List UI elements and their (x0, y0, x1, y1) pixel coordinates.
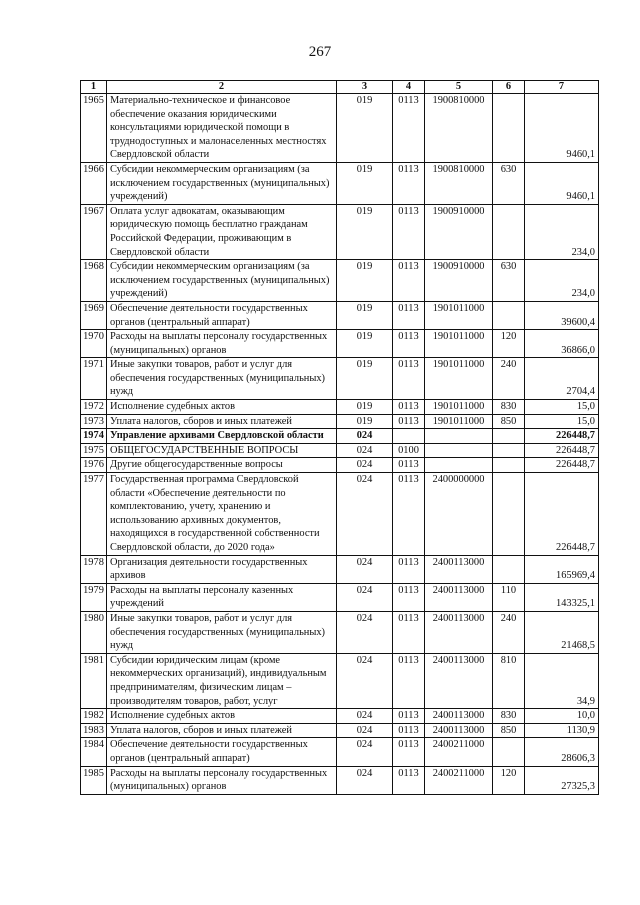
row-target-code (425, 429, 493, 444)
row-description: Субсидии некоммерческим организациям (за исключением государственных (муниципальных) учреждений) (107, 162, 337, 204)
row-expense-type: 630 (493, 260, 525, 302)
row-amount: 165969,4 (525, 555, 599, 583)
table-row (81, 414, 599, 429)
row-number: 1969 (81, 301, 107, 329)
row-expense-type: 240 (493, 611, 525, 653)
row-description: Организация деятельности государственных архивов (107, 555, 337, 583)
row-admin-code: 019 (337, 400, 393, 415)
row-amount: 143325,1 (525, 583, 599, 611)
row-amount: 36866,0 (525, 330, 599, 358)
row-number: 1967 (81, 204, 107, 259)
row-admin-code: 019 (337, 260, 393, 302)
row-admin-code: 019 (337, 204, 393, 259)
row-admin-code: 024 (337, 429, 393, 444)
row-section-code: 0113 (393, 583, 425, 611)
row-amount: 15,0 (525, 400, 599, 415)
row-expense-type: 120 (493, 330, 525, 358)
row-number: 1975 (81, 443, 107, 458)
row-description: Исполнение судебных актов (107, 709, 337, 724)
row-amount: 9460,1 (525, 94, 599, 163)
table-row (81, 555, 599, 583)
row-expense-type: 120 (493, 766, 525, 794)
row-number: 1983 (81, 723, 107, 738)
row-section-code: 0113 (393, 414, 425, 429)
row-admin-code: 024 (337, 583, 393, 611)
row-number: 1972 (81, 400, 107, 415)
row-expense-type: 110 (493, 583, 525, 611)
row-amount: 9460,1 (525, 162, 599, 204)
row-description: ОБЩЕГОСУДАРСТВЕННЫЕ ВОПРОСЫ (107, 443, 337, 458)
row-expense-type (493, 473, 525, 556)
table-row (81, 301, 599, 329)
row-section-code: 0113 (393, 766, 425, 794)
row-description: Уплата налогов, сборов и иных платежей (107, 414, 337, 429)
row-amount: 15,0 (525, 414, 599, 429)
row-description: Иные закупки товаров, работ и услуг для обеспечения государственных (муниципальных) нужд (107, 611, 337, 653)
row-admin-code: 019 (337, 94, 393, 163)
row-admin-code: 024 (337, 709, 393, 724)
row-number: 1977 (81, 473, 107, 556)
row-target-code: 1901011000 (425, 301, 493, 329)
row-amount: 234,0 (525, 204, 599, 259)
row-number: 1978 (81, 555, 107, 583)
row-description: Обеспечение деятельности государственных органов (центральный аппарат) (107, 301, 337, 329)
column-header: 2 (107, 81, 337, 94)
row-target-code (425, 443, 493, 458)
table-row (81, 766, 599, 794)
row-description: Государственная программа Свердловской области «Обеспечение деятельности по комплектованию, учету, хранению и использованию архивных документов, находящихся в государственной собственности Свердловской области, до 2020 года» (107, 473, 337, 556)
row-description: Оплата услуг адвокатам, оказывающим юридическую помощь бесплатно гражданам Российской Федерации, проживающим в Свердловской области (107, 204, 337, 259)
row-section-code: 0113 (393, 400, 425, 415)
row-admin-code: 024 (337, 473, 393, 556)
row-description: Материально-техническое и финансовое обеспечение оказания юридическими консультациями юридической помощи в труднодоступных и малонаселенных местностях Свердловской области (107, 94, 337, 163)
row-section-code: 0113 (393, 330, 425, 358)
row-expense-type: 850 (493, 723, 525, 738)
row-number: 1976 (81, 458, 107, 473)
table-row (81, 611, 599, 653)
table-row (81, 94, 599, 163)
table-row (81, 723, 599, 738)
row-number: 1980 (81, 611, 107, 653)
row-admin-code: 019 (337, 414, 393, 429)
row-admin-code: 019 (337, 162, 393, 204)
table-row (81, 400, 599, 415)
row-target-code (425, 458, 493, 473)
row-target-code: 2400211000 (425, 738, 493, 766)
row-section-code: 0100 (393, 443, 425, 458)
table-row (81, 738, 599, 766)
row-admin-code: 019 (337, 358, 393, 400)
row-section-code: 0113 (393, 162, 425, 204)
row-description: Расходы на выплаты персоналу государственных (муниципальных) органов (107, 766, 337, 794)
row-target-code: 2400000000 (425, 473, 493, 556)
row-description: Другие общегосударственные вопросы (107, 458, 337, 473)
row-target-code: 2400113000 (425, 709, 493, 724)
row-amount: 27325,3 (525, 766, 599, 794)
row-admin-code: 024 (337, 653, 393, 708)
row-description: Расходы на выплаты персоналу казенных учреждений (107, 583, 337, 611)
row-target-code: 1901011000 (425, 330, 493, 358)
row-target-code: 2400113000 (425, 611, 493, 653)
row-number: 1973 (81, 414, 107, 429)
row-number: 1974 (81, 429, 107, 444)
row-expense-type (493, 458, 525, 473)
row-expense-type (493, 429, 525, 444)
table-row (81, 429, 599, 444)
row-number: 1971 (81, 358, 107, 400)
row-expense-type: 630 (493, 162, 525, 204)
row-target-code: 2400113000 (425, 653, 493, 708)
page-number: 267 (308, 44, 332, 60)
row-section-code: 0113 (393, 260, 425, 302)
column-header: 4 (393, 81, 425, 94)
row-number: 1981 (81, 653, 107, 708)
row-section-code: 0113 (393, 738, 425, 766)
row-section-code: 0113 (393, 555, 425, 583)
row-section-code: 0113 (393, 653, 425, 708)
row-expense-type (493, 555, 525, 583)
row-admin-code: 019 (337, 301, 393, 329)
row-expense-type: 810 (493, 653, 525, 708)
row-target-code: 1901011000 (425, 414, 493, 429)
row-expense-type (493, 738, 525, 766)
row-expense-type (493, 204, 525, 259)
column-header: 5 (425, 81, 493, 94)
row-target-code: 1900910000 (425, 204, 493, 259)
row-admin-code: 019 (337, 330, 393, 358)
column-header: 6 (493, 81, 525, 94)
row-amount: 10,0 (525, 709, 599, 724)
row-description: Уплата налогов, сборов и иных платежей (107, 723, 337, 738)
row-section-code: 0113 (393, 301, 425, 329)
row-amount: 226448,7 (525, 458, 599, 473)
row-target-code: 1900810000 (425, 162, 493, 204)
row-admin-code: 024 (337, 723, 393, 738)
row-admin-code: 024 (337, 766, 393, 794)
row-number: 1966 (81, 162, 107, 204)
row-expense-type: 240 (493, 358, 525, 400)
row-amount: 21468,5 (525, 611, 599, 653)
row-amount: 28606,3 (525, 738, 599, 766)
row-section-code: 0113 (393, 204, 425, 259)
row-admin-code: 024 (337, 458, 393, 473)
row-expense-type: 830 (493, 400, 525, 415)
row-amount: 226448,7 (525, 429, 599, 444)
table-header-row (81, 81, 599, 94)
row-number: 1985 (81, 766, 107, 794)
row-admin-code: 024 (337, 611, 393, 653)
row-section-code: 0113 (393, 473, 425, 556)
row-target-code: 1901011000 (425, 400, 493, 415)
table-row (81, 162, 599, 204)
row-description: Расходы на выплаты персоналу государственных (муниципальных) органов (107, 330, 337, 358)
row-number: 1968 (81, 260, 107, 302)
row-amount: 2704,4 (525, 358, 599, 400)
table-row (81, 443, 599, 458)
row-target-code: 2400113000 (425, 555, 493, 583)
row-expense-type: 850 (493, 414, 525, 429)
row-target-code: 2400211000 (425, 766, 493, 794)
row-expense-type (493, 443, 525, 458)
row-number: 1979 (81, 583, 107, 611)
row-target-code: 1901011000 (425, 358, 493, 400)
row-number: 1970 (81, 330, 107, 358)
row-amount: 226448,7 (525, 443, 599, 458)
row-number: 1982 (81, 709, 107, 724)
table-row (81, 204, 599, 259)
budget-table (80, 80, 599, 795)
column-header: 1 (81, 81, 107, 94)
row-expense-type (493, 94, 525, 163)
row-expense-type: 830 (493, 709, 525, 724)
row-number: 1965 (81, 94, 107, 163)
row-section-code: 0113 (393, 611, 425, 653)
row-admin-code: 024 (337, 738, 393, 766)
row-target-code: 1900810000 (425, 94, 493, 163)
row-section-code: 0113 (393, 458, 425, 473)
row-number: 1984 (81, 738, 107, 766)
row-target-code: 1900910000 (425, 260, 493, 302)
row-section-code: 0113 (393, 723, 425, 738)
table-row (81, 358, 599, 400)
row-target-code: 2400113000 (425, 723, 493, 738)
row-description: Обеспечение деятельности государственных органов (центральный аппарат) (107, 738, 337, 766)
row-admin-code: 024 (337, 555, 393, 583)
row-amount: 226448,7 (525, 473, 599, 556)
table-row (81, 260, 599, 302)
table-row (81, 653, 599, 708)
table-row (81, 583, 599, 611)
table-row (81, 330, 599, 358)
table-row (81, 458, 599, 473)
column-header: 7 (525, 81, 599, 94)
row-section-code (393, 429, 425, 444)
table-row (81, 709, 599, 724)
row-amount: 39600,4 (525, 301, 599, 329)
row-section-code: 0113 (393, 709, 425, 724)
row-description: Субсидии некоммерческим организациям (за исключением государственных (муниципальных) учреждений) (107, 260, 337, 302)
column-header: 3 (337, 81, 393, 94)
row-expense-type (493, 301, 525, 329)
row-description: Иные закупки товаров, работ и услуг для обеспечения государственных (муниципальных) нужд (107, 358, 337, 400)
table-row (81, 473, 599, 556)
row-target-code: 2400113000 (425, 583, 493, 611)
row-amount: 1130,9 (525, 723, 599, 738)
row-admin-code: 024 (337, 443, 393, 458)
row-description: Управление архивами Свердловской области (107, 429, 337, 444)
row-amount: 234,0 (525, 260, 599, 302)
row-section-code: 0113 (393, 358, 425, 400)
row-amount: 34,9 (525, 653, 599, 708)
row-description: Исполнение судебных актов (107, 400, 337, 415)
row-description: Субсидии юридическим лицам (кроме некоммерческих организаций), индивидуальным предпринимателям, физическим лицам – производителям товаров, работ, услуг (107, 653, 337, 708)
row-section-code: 0113 (393, 94, 425, 163)
